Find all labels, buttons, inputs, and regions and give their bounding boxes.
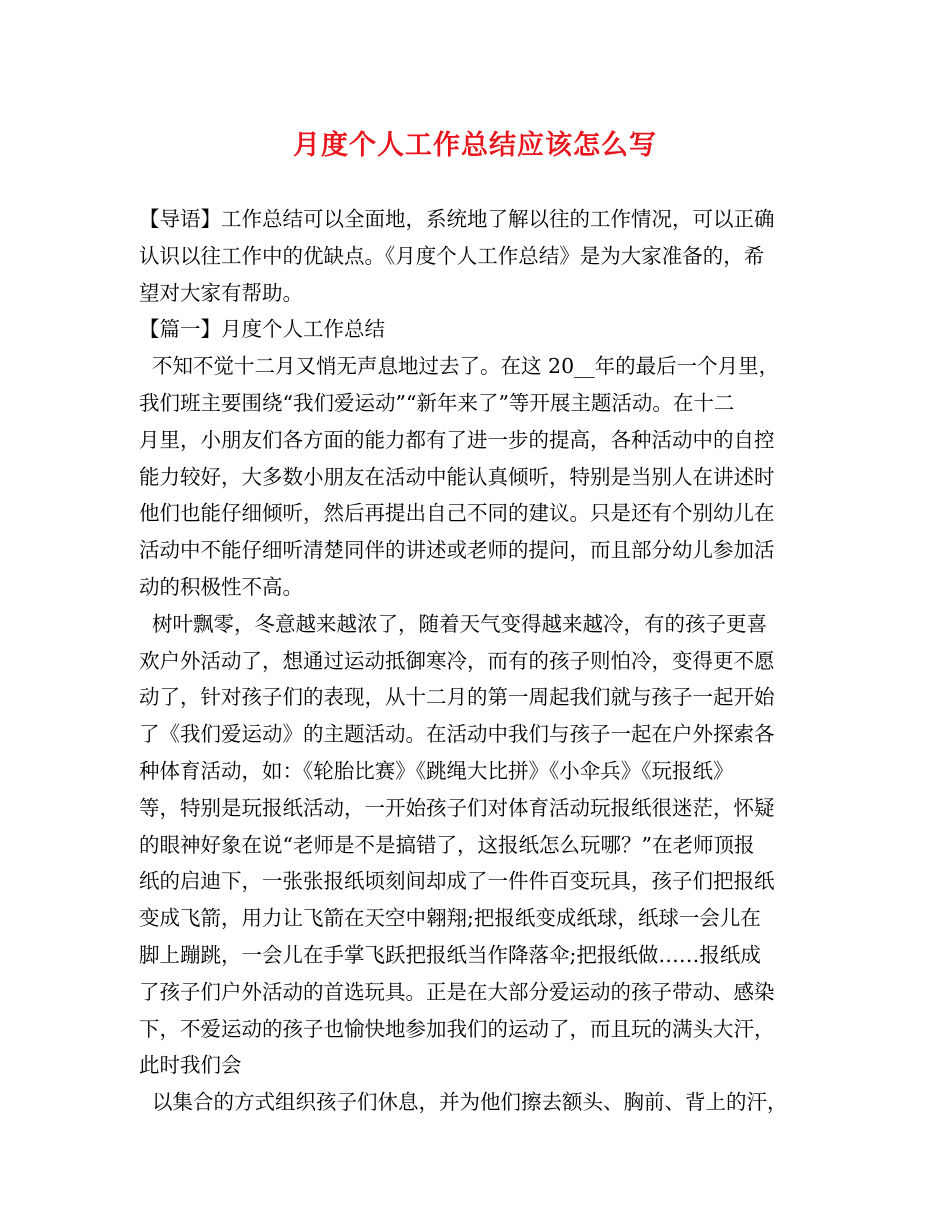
text-line: 动了，针对孩子们的表现，从十二月的第一周起我们就与孩子一起开始 [139,685,775,710]
document-title: 月度个人工作总结应该怎么写 [293,130,657,161]
text-line: 此时我们会 [139,1053,242,1078]
text-line: 纸的启迪下，一张张报纸顷刻间却成了一件件百变玩具，孩子们把报纸 [139,869,775,894]
text-line: 种体育活动，如：《轮胎比赛》《跳绳大比拼》《小伞兵》《玩报纸》 [139,758,734,783]
section-heading: 【篇一】月度个人工作总结 [139,317,385,342]
text-line: 了孩子们户外活动的首选玩具。正是在大部分爱运动的孩子带动、感染 [139,979,775,1004]
text-line: 脚上蹦跳，一会儿在手掌飞跃把报纸当作降落伞;把报纸做……报纸成 [139,942,761,967]
text-line: 的眼神好象在说“老师是不是搞错了，这报纸怎么玩哪？”在老师顶报 [139,832,755,857]
text-line: 他们也能仔细倾听，然后再提出自己不同的建议。只是还有个别幼儿在 [139,501,775,526]
text-line: 下，不爱运动的孩子也愉快地参加我们的运动了，而且玩的满头大汗， [139,1016,775,1041]
text-line: 以集合的方式组织孩子们休息，并为他们擦去额头、胸前、背上的汗， [139,1090,788,1115]
text-line: 变成飞箭，用力让飞箭在天空中翱翔;把报纸变成纸球，纸球一会儿在 [139,906,761,931]
text-line: 【导语】工作总结可以全面地，系统地了解以往的工作情况，可以正确 [139,207,775,231]
text-line: 等，特别是玩报纸活动，一开始孩子们对体育活动玩报纸很迷茫，怀疑 [139,795,775,820]
text-line: 了《我们爱运动》的主题活动。在活动中我们与孩子一起在户外探索各 [139,722,775,747]
text-line: 不知不觉十二月又悄无声息地过去了。在这 20__年的最后一个月里， [139,354,780,379]
text-line: 望对大家有帮助。 [139,280,303,305]
text-line: 树叶飘零，冬意越来越浓了，随着天气变得越来越冷，有的孩子更喜 [139,611,768,636]
text-line: 能力较好，大多数小朋友在活动中能认真倾听，特别是当别人在讲述时 [139,464,775,489]
text-line: 活动中不能仔细听清楚同伴的讲述或老师的提问，而且部分幼儿参加活 [139,538,775,563]
text-line: 我们班主要围绕“我们爱运动”“新年来了”等开展主题活动。在十二 [139,390,735,415]
text-line: 认识以往工作中的优缺点。《月度个人工作总结》是为大家准备的，希 [139,243,765,268]
text-line: 动的积极性不高。 [139,574,303,599]
document-body [139,201,819,1121]
text-line: 欢户外活动了，想通过运动抵御寒冷，而有的孩子则怕冷，变得更不愿 [139,648,775,673]
text-line: 月里，小朋友们各方面的能力都有了进一步的提高，各种活动中的自控 [139,427,775,452]
